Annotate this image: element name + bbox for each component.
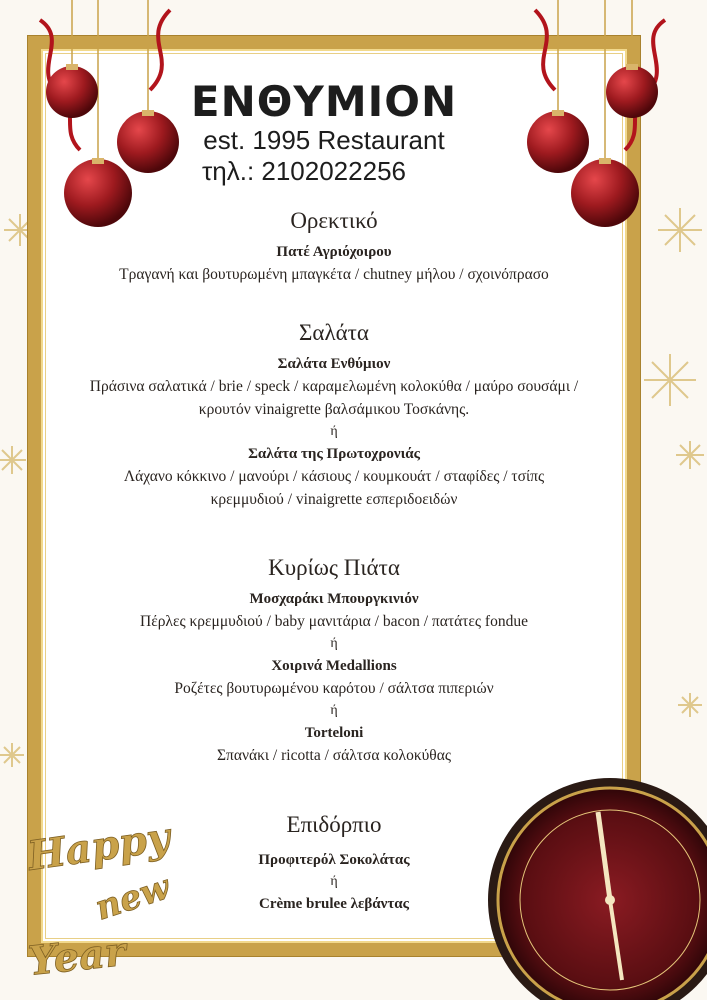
or-separator: ή bbox=[330, 424, 338, 439]
section-title: Ορεκτικό bbox=[290, 208, 378, 233]
section-title: Σαλάτα bbox=[299, 320, 369, 345]
dish-name: Μοσχαράκι Μπουργκινιόν bbox=[249, 591, 419, 607]
section-appetizer bbox=[41, 207, 627, 286]
dish-name: Προφιτερόλ Σοκολάτας bbox=[258, 852, 410, 868]
dish-description: Λάχανο κόκκινο / μανούρι / κάσιους / κουμκουάτ / σταφίδες / τσίπς κρεμμυδιού / vinaigrette εσπεριδοειδών bbox=[123, 468, 545, 508]
svg-text:new: new bbox=[90, 867, 175, 929]
dish-description: Πράσινα σαλατικά / brie / speck / καραμελωμένη κολοκύθα / μαύρο σουσάμι / κρουτόν vinaigrette βαλσάμικου Τοσκάνης. bbox=[89, 378, 579, 418]
restaurant-logo bbox=[41, 79, 627, 187]
section-salad bbox=[41, 319, 627, 511]
or-separator: ή bbox=[330, 703, 338, 718]
menu-content bbox=[41, 49, 627, 943]
dish-name: Χοιρινά Medallions bbox=[271, 658, 397, 674]
dish-description: Τραγανή και βουτυρωμένη μπαγκέτα / chutney μήλου / σχοινόπρασο bbox=[119, 266, 549, 283]
or-separator: ή bbox=[330, 874, 338, 889]
dish-name: Σαλάτα της Πρωτοχρονιάς bbox=[248, 446, 420, 462]
phone-number: τηλ.: 2102022256 bbox=[201, 156, 406, 186]
section-dessert bbox=[41, 811, 627, 915]
svg-text:Year: Year bbox=[26, 928, 129, 985]
section-title: Επιδόρπιο bbox=[286, 812, 382, 837]
established-line: est. 1995 Restaurant bbox=[203, 125, 445, 155]
dish-name: Torteloni bbox=[304, 725, 364, 741]
or-separator: ή bbox=[330, 636, 338, 651]
brand-name: ΕΝΘΥΜΙΟΝ bbox=[190, 77, 458, 126]
dish-name: Crème brulee λεβάντας bbox=[259, 896, 409, 912]
dish-description: Σπανάκι / ricotta / σάλτσα κολοκύθας bbox=[216, 747, 451, 764]
dish-description: Ροζέτες βουτυρωμένου καρότου / σάλτσα πιπεριών bbox=[174, 680, 494, 697]
section-title: Κυρίως Πιάτα bbox=[268, 555, 400, 580]
section-main-courses bbox=[41, 554, 627, 767]
dish-name: Πατέ Αγριόχοιρου bbox=[276, 244, 392, 260]
dish-description: Πέρλες κρεμμυδιού / baby μανιτάρια / bacon / πατάτες fondue bbox=[140, 613, 528, 630]
dish-name: Σαλάτα Ενθύμιον bbox=[277, 356, 391, 372]
svg-text:Happy: Happy bbox=[24, 813, 173, 880]
